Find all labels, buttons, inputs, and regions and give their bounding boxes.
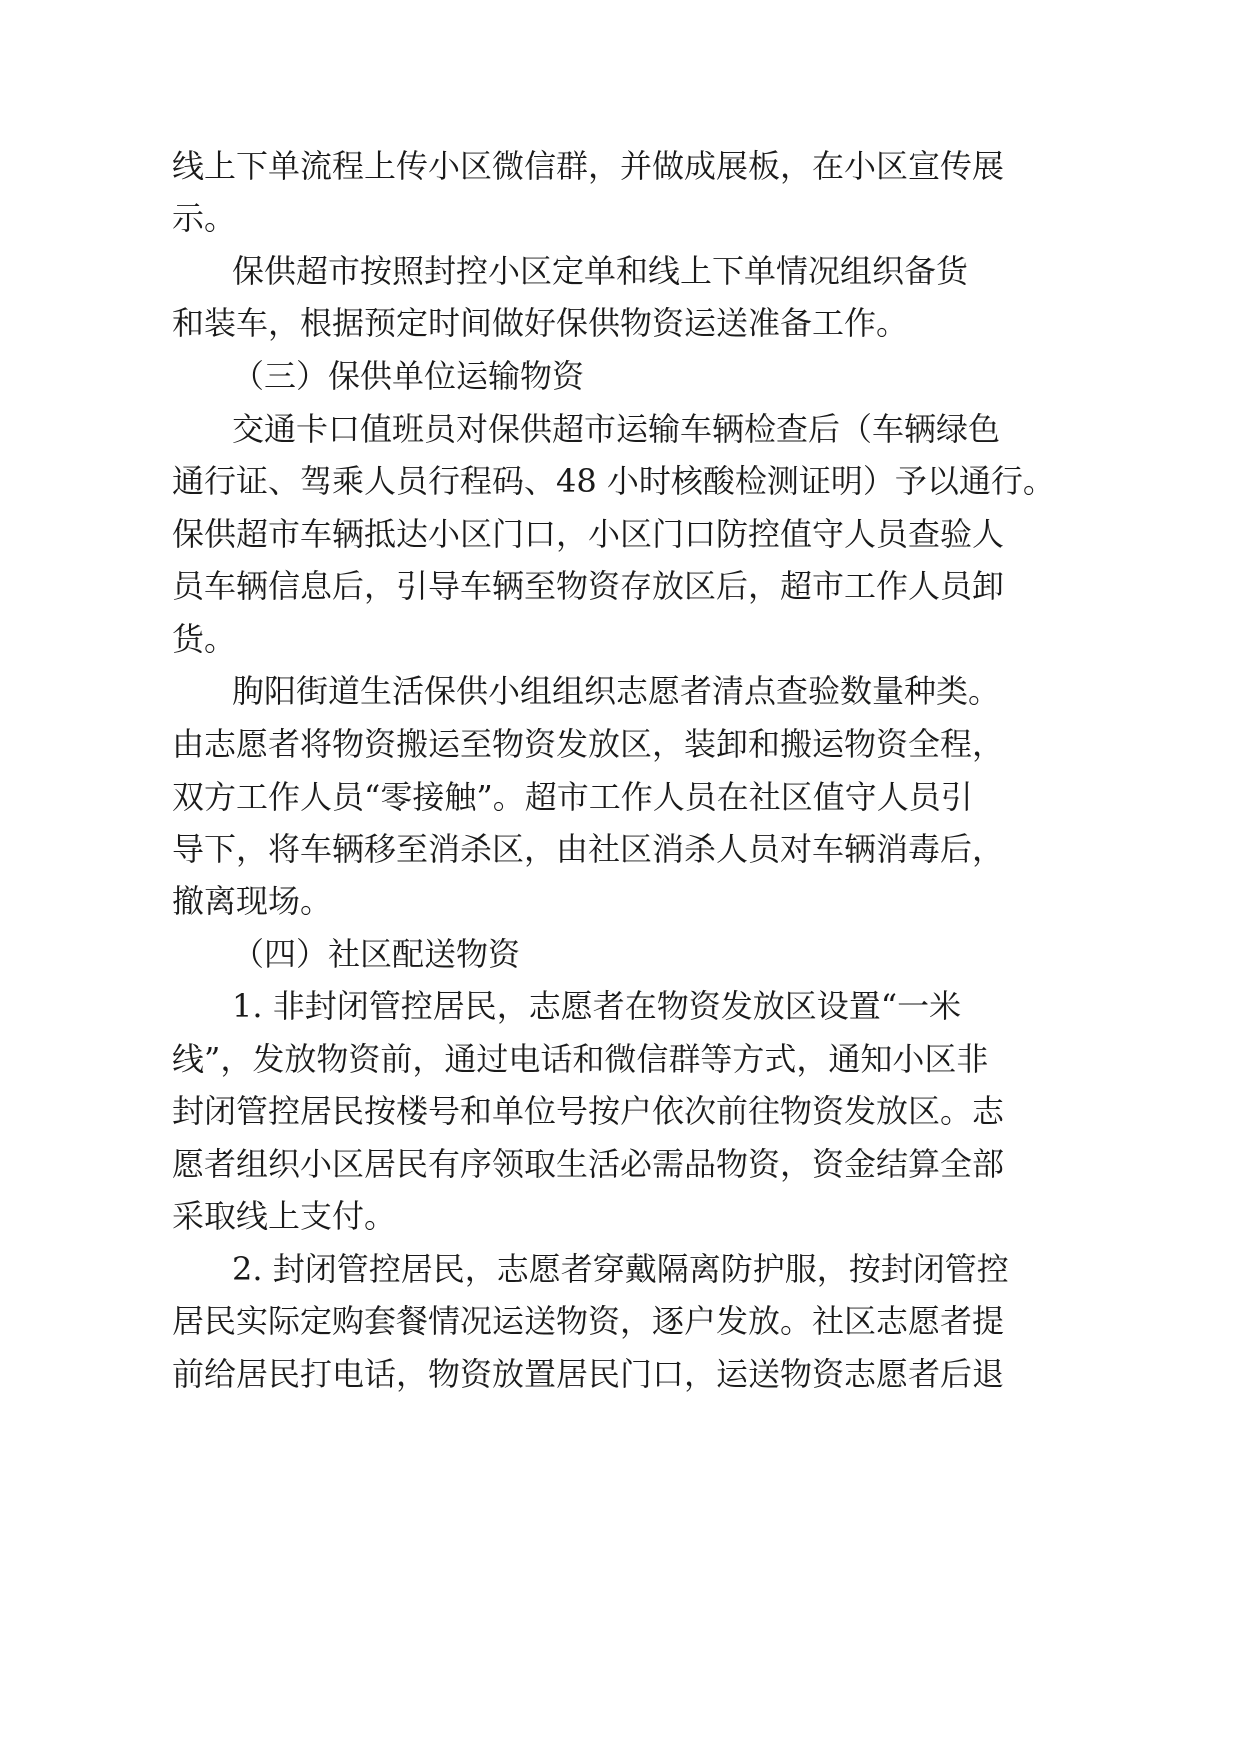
text-line: 由志愿者将物资搬运至物资发放区，装卸和搬运物资全程， bbox=[172, 725, 1005, 763]
text-line: 货。 bbox=[172, 620, 237, 658]
text-line: 居民实际定购套餐情况运送物资，逐户发放。社区志愿者提 bbox=[172, 1302, 1005, 1340]
text-line: 采取线上支付。 bbox=[172, 1197, 397, 1235]
text-line: 线”，发放物资前，通过电话和微信群等方式，通知小区非 bbox=[172, 1040, 989, 1078]
text-line: 朐阳街道生活保供小组组织志愿者清点查验数量种类。 bbox=[232, 672, 1001, 710]
text-line: 员车辆信息后，引导车辆至物资存放区后，超市工作人员卸 bbox=[172, 567, 1005, 605]
text-line: 愿者组织小区居民有序领取生活必需品物资，资金结算全部 bbox=[172, 1145, 1005, 1183]
text-line: 线上下单流程上传小区微信群，并做成展板，在小区宣传展 bbox=[172, 147, 1005, 185]
text-line: 保供超市车辆抵达小区门口，小区门口防控值守人员查验人 bbox=[172, 515, 1005, 553]
text-line: 2. 封闭管控居民，志愿者穿戴隔离防护服，按封闭管控 bbox=[232, 1250, 1009, 1288]
section-heading: （四）社区配送物资 bbox=[232, 935, 521, 973]
text-line: 保供超市按照封控小区定单和线上下单情况组织备货 bbox=[232, 252, 969, 290]
text-line: 撤离现场。 bbox=[172, 882, 333, 920]
text-line: 交通卡口值班员对保供超市运输车辆检查后（车辆绿色 bbox=[232, 410, 1001, 448]
text-line: 和装车，根据预定时间做好保供物资运送准备工作。 bbox=[172, 304, 909, 342]
text-line: 通行证、驾乘人员行程码、48 小时核酸检测证明）予以通行。 bbox=[172, 462, 1055, 500]
section-heading: （三）保供单位运输物资 bbox=[232, 357, 585, 395]
text-line: 封闭管控居民按楼号和单位号按户依次前往物资发放区。志 bbox=[172, 1092, 1005, 1130]
text-line: 导下，将车辆移至消杀区，由社区消杀人员对车辆消毒后， bbox=[172, 830, 1005, 868]
text-line: 前给居民打电话，物资放置居民门口，运送物资志愿者后退 bbox=[172, 1355, 1005, 1393]
text-line: 示。 bbox=[172, 199, 237, 237]
text-line: 1. 非封闭管控居民，志愿者在物资发放区设置“一米 bbox=[232, 987, 962, 1025]
text-line: 双方工作人员“零接触”。超市工作人员在社区值守人员引 bbox=[172, 778, 973, 816]
